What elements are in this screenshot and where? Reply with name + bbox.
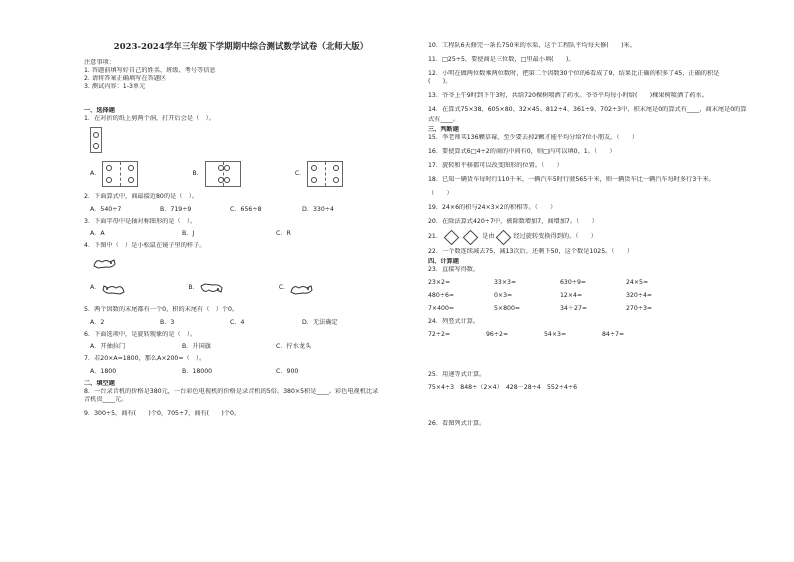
q7-option-b[interactable]: B．18000 — [182, 368, 213, 375]
q2-option-a[interactable]: A．540÷7 — [90, 206, 122, 213]
question-12-cont: ( )。 — [428, 78, 452, 85]
q4-option-a[interactable]: A． — [90, 284, 101, 291]
question-8-cont: 音机贵____元。 — [84, 396, 128, 403]
calc-item: 320÷4= — [626, 292, 653, 299]
section-fill: 二、填空题 — [84, 380, 115, 387]
q5-options — [84, 319, 398, 327]
q23-row — [428, 292, 768, 300]
exam-title: 2023-2024学年三年级下学期期中综合测试数学试卷（北师大版） — [113, 41, 369, 51]
q2-option-b[interactable]: B．719÷9 — [160, 206, 192, 213]
q6-option-a[interactable]: A．开抽拉门 — [90, 343, 126, 350]
q7-option-c[interactable]: C．900 — [276, 368, 299, 375]
q1-option-b[interactable]: B． — [192, 170, 203, 177]
section-judge: 三、判断题 — [428, 126, 459, 133]
question-25: 25．用递等式计算。 — [428, 371, 486, 378]
calc-item: 24×5= — [626, 279, 649, 286]
q3-options — [84, 230, 398, 238]
right-column — [428, 38, 768, 428]
calc-item: 72÷2= — [428, 331, 451, 338]
question-21-end: 经过旋转变换得到的。（ ） — [513, 233, 597, 240]
q1-option-b-figure — [205, 161, 241, 187]
question-18: 18．已知一辆货车每时行110千米，一辆汽车5时行驶565千米，则一辆货车比一辆汽车每时多行3千米。 — [428, 176, 715, 183]
question-14-cont: 式有____。 — [428, 116, 459, 123]
q1-option-a[interactable]: A． — [90, 170, 101, 177]
question-8: 8．一台录音机的价格是380元，一台彩色电视机的价格是录音机的5倍。380×5积是____。彩色电视机比录 — [84, 388, 379, 395]
question-14: 14．在算式75×38、605×80、32×45、812÷4、361÷9、702÷3中，积末尾是0的算式有____，商末尾是0的算 — [428, 106, 747, 113]
q6-option-b[interactable]: B．升国旗 — [182, 343, 211, 350]
diamond-shape-icon — [463, 229, 479, 245]
calc-item: 96÷2= — [486, 331, 509, 338]
squirrel-left-icon — [100, 282, 124, 294]
q2-option-c[interactable]: C．656÷8 — [230, 206, 262, 213]
calc-item: 12×4= — [560, 292, 583, 299]
diamond-shape-icon — [496, 229, 512, 245]
q23-row — [428, 279, 768, 287]
calc-item: 34＋27= — [560, 305, 588, 312]
question-15: 15．李老师买136颗草莓，至少要去掉2颗才能平均分给7位小朋友。（ ） — [428, 134, 639, 141]
squirrel-right-icon — [289, 282, 313, 294]
q5-option-c[interactable]: C．4 — [230, 319, 245, 326]
q4-option-c[interactable]: C． — [278, 284, 290, 291]
calc-item: 5×800= — [494, 305, 521, 312]
q5-option-a[interactable]: A．2 — [90, 319, 105, 326]
question-23: 23．直接写得数。 — [428, 266, 480, 273]
note-item: 3. 测试内容：1-3单元 — [84, 83, 146, 90]
q24-row — [428, 331, 768, 339]
question-13: 13．爷爷上午9时到下午3时，共给720棵树喷洒了药水。爷爷平均每小时给( )棵果树喷洒了药水。 — [428, 92, 708, 99]
question-7: 7．若20×A=1800，那么A×200=（ ）。 — [84, 355, 206, 362]
question-12: 12．小明在做两位数乘两位数时，把第二个因数30个位的6看成了9，结果比正确的积多了45，正确的积是 — [428, 70, 720, 77]
q2-option-d[interactable]: D．330÷4 — [302, 206, 334, 213]
calc-item: 33×3= — [494, 279, 517, 286]
calc-item: 84÷7= — [602, 331, 625, 338]
calc-item: 0×3= — [494, 292, 513, 299]
question-10: 10．工程队6天修完一条长750米的水渠，这个工程队平均每天修( )米。 — [428, 42, 636, 49]
q5-option-d[interactable]: D．无法确定 — [302, 319, 338, 326]
question-4: 4．下图中（ ）是小松鼠在镜子里的样子。 — [84, 242, 206, 249]
q3-option-b[interactable]: B．J — [182, 230, 195, 237]
calc-item: 270÷3= — [626, 305, 653, 312]
q4-option-b[interactable]: B． — [188, 284, 199, 291]
q6-options — [84, 343, 398, 351]
question-21 — [428, 230, 768, 244]
question-21-number: 21． — [428, 233, 443, 240]
notes-heading: 注意事项： — [84, 59, 115, 66]
question-3: 3．下面字母中是轴对称图形的是（ ）。 — [84, 218, 197, 225]
question-5: 5．两个因数的末尾都有一个0，积的末尾有（ ）个0。 — [84, 306, 239, 313]
question-11: 11．□25÷5，要使商是三位数，□里最小填( )。 — [428, 56, 575, 63]
question-22: 22．一个数连续减去75，减13次后，还剩下50，这个数是1025。（ ） — [428, 248, 634, 255]
q7-option-a[interactable]: A．1800 — [90, 368, 117, 375]
question-24: 24．列竖式计算。 — [428, 318, 480, 325]
section-calc: 四、计算题 — [428, 258, 459, 265]
diamond-shape-icon — [444, 229, 460, 245]
question-16: 16．要使算式6□4÷2的商的中间有0，则□内可以填0、1。（ ） — [428, 148, 616, 155]
question-2: 2．下面算式中，商最接近80的是（ ）。 — [84, 193, 198, 200]
note-item: 1. 答题前填写好自己的姓名、班级、考号等信息 — [84, 67, 216, 74]
q1-option-c[interactable]: C． — [294, 170, 306, 177]
question-17: 17．旋转和平移都可以改变图形的位置。（ ） — [428, 162, 563, 169]
q6-option-c[interactable]: C．拧水龙头 — [276, 343, 312, 350]
question-1: 1．在对折的纸上剪两个洞，打开后会是（ ）。 — [84, 115, 215, 122]
calc-item: 7×400= — [428, 305, 455, 312]
squirrel-icon — [92, 256, 116, 268]
calc-item: 480÷6= — [428, 292, 455, 299]
q7-options — [84, 368, 398, 376]
question-18-cont: （ ） — [428, 190, 453, 197]
q1-option-a-figure — [102, 161, 138, 187]
section-choice: 一、选择题 — [84, 107, 115, 114]
q23-row — [428, 305, 768, 313]
calc-item: 54×3= — [544, 331, 567, 338]
question-19: 19．24×6的积与24×3×2的积相等。（ ） — [428, 204, 557, 211]
q4-options — [84, 282, 398, 294]
left-column — [84, 38, 398, 418]
squirrel-flipped-icon — [199, 282, 223, 294]
note-item: 2. 请将答案正确填写在答题区 — [84, 75, 167, 82]
q3-option-c[interactable]: C．R — [276, 230, 291, 237]
question-26: 26．看图列式计算。 — [428, 420, 486, 427]
calc-item: 23×2= — [428, 279, 451, 286]
q1-option-c-figure — [307, 161, 343, 187]
question-6: 6．下面选项中，是旋转现象的是（ ）。 — [84, 331, 197, 338]
question-20: 20．在除法算式420÷7中，被除数增加7，商增加7。（ ） — [428, 218, 598, 225]
question-21-middle: 是由 — [482, 233, 495, 240]
q1-options — [84, 161, 398, 187]
folded-paper-figure — [90, 127, 102, 153]
calc-item: 630÷9= — [560, 279, 587, 286]
q3-option-a[interactable]: A．A — [90, 230, 105, 237]
q2-options — [84, 206, 398, 214]
q25-items: 75×4÷3 848÷（2×4） 428－28÷4 552÷4÷6 — [428, 384, 578, 391]
question-9: 9．300÷5，商有( )个0，705÷7，商有( )个0。 — [84, 410, 241, 417]
q5-option-b[interactable]: B．3 — [160, 319, 175, 326]
